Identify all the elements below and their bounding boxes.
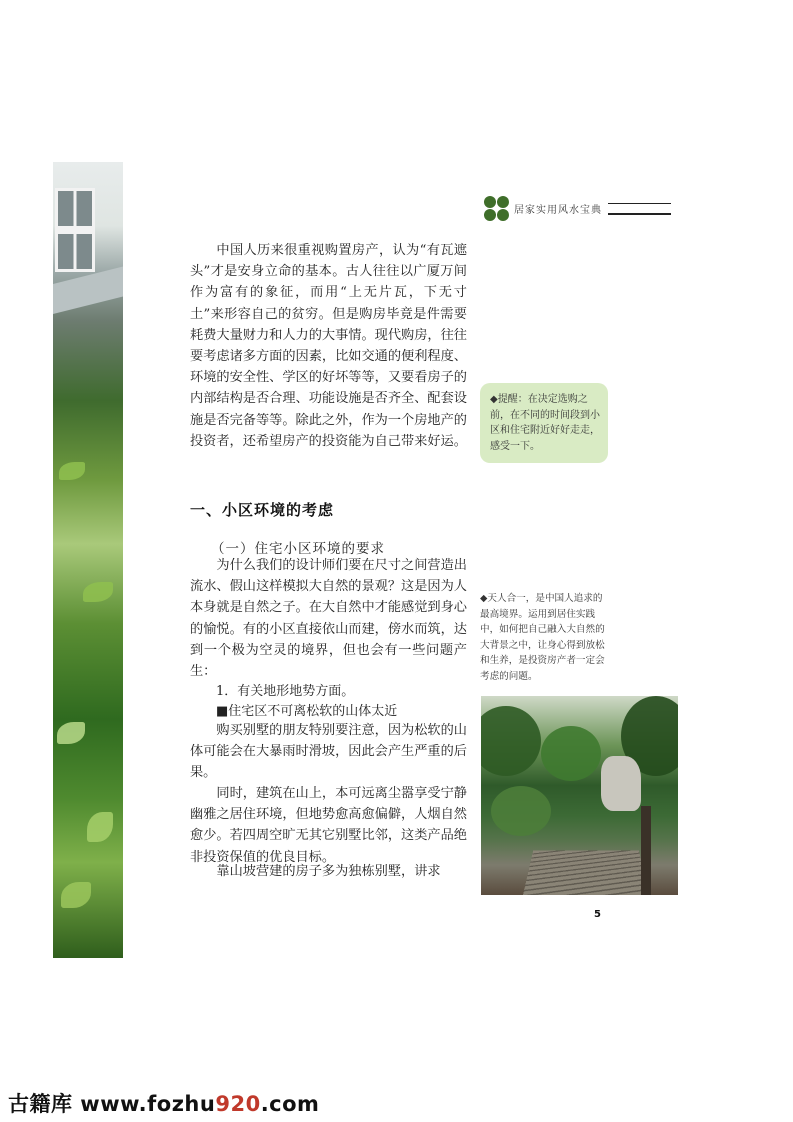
window-illustration [55,188,95,272]
photo-caption: ◆天人合一，是中国人追求的最高境界。运用到居住实践中，如何把自己融入大自然的大背景之中，让身心得到放松和生养，是投资房产者一定会考虑的问题。 [480,593,605,682]
running-header-title: 居家实用风水宝典 [514,205,602,216]
tip-box [480,383,608,463]
clover-logo-icon [484,196,510,222]
body-paragraph: 购买别墅的朋友特别要注意，因为松软的山体可能会在大暴雨时滑坡，因此会产生严重的后果。 [190,723,467,781]
list-item: ■住宅区不可离松软的山体太近 [216,704,398,719]
body-paragraph: 靠山坡营建的房子多为独栋别墅，讲求 [216,864,441,879]
watermark [8,1088,319,1118]
tip-text: ◆提醒：在决定选购之前，在不同的时间段到小区和住宅附近好好走走，感受一下。 [490,394,600,452]
intro-paragraph: 中国人历来很重视购置房产，认为“有瓦遮头”才是安身立命的基本。古人往往以广厦万间作为富有的象征，而用“上无片瓦，下无寸土”来形容自己的贫穷。但是购房毕竟是件需要耗费大量财力和人力的大事情。现代购房，往往要考虑诸多方面的因素，比如交通的便利程度、环境的安全性、学区的好坏等等，又要看房子的内部结构是否合理、功能设施是否齐全、配套设施是否完备等等。除此之外，作为一个房地产的投资者，还希望房产的投资能为自己带来好运。 [190,243,467,449]
header-rule [608,203,671,204]
bridge-rail [641,806,651,895]
section-heading: 一、小区环境的考虑 [190,501,335,519]
leaf-shape [83,582,113,602]
tree-shape [541,726,601,781]
body-paragraph: 为什么我们的设计师们要在尺寸之间营造出流水、假山这样模拟大自然的景观？这是因为人本身就是自然之子。在大自然中才能感觉到身心的愉悦。有的小区直接依山而建，傍水而筑，达到一个极为空灵的境界，但也会有一些问题产生： [190,558,467,680]
body-paragraph: 同时，建筑在山上，本可远离尘嚣享受宁静幽雅之居住环境，但地势愈高愈偏僻，人烟自然愈少。若四周空旷无其它别墅比邻，这类产品绝非投资保值的优良目标。 [190,786,467,865]
header-rule [608,213,671,215]
leaf-shape [61,882,91,908]
rock-shape [601,756,641,811]
list-item: 1．有关地形地势方面。 [216,684,355,699]
page-number: 5 [594,909,601,920]
tree-shape [481,706,541,776]
leaf-shape [57,722,85,744]
leaf-shape [59,462,85,480]
watermark-suffix: .com [260,1092,320,1116]
watermark-prefix: 古籍库 www.fozhu [8,1092,216,1116]
leaf-shape [87,812,113,842]
garden-bridge-photo [481,696,678,895]
sub-heading: （一）住宅小区环境的要求 [211,541,385,557]
left-garden-photo [53,162,123,958]
watermark-number: 920 [215,1092,261,1116]
bridge-shape [521,851,651,895]
tree-shape [491,786,551,836]
